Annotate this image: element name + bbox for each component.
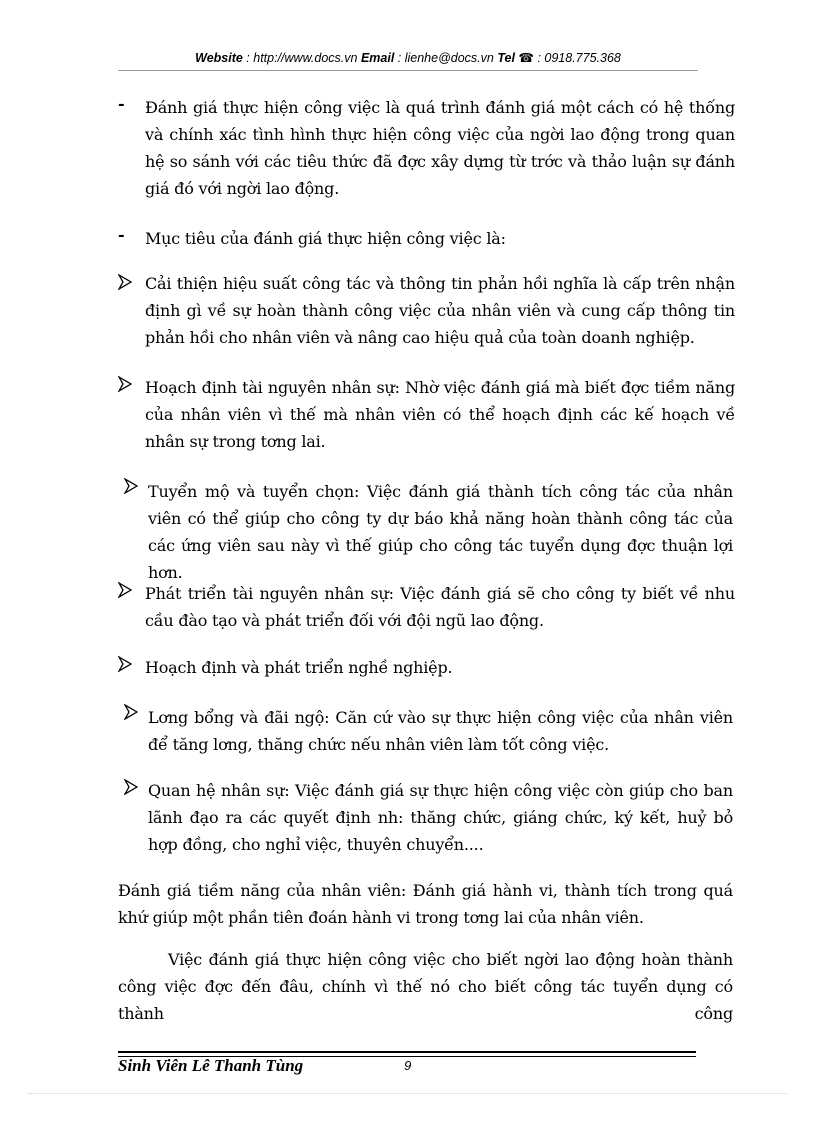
arrow-item-5: Hoạch định và phát triển nghề nghiệp. [145,658,453,677]
page-edge [28,1093,788,1094]
header-divider [118,70,698,71]
arrow-item-6: Lơng bổng và đãi ngộ: Căn cứ vào sự thực hiện công việc của nhân viên để tăng lơng, thăng chức nếu nhân viên làm tốt công việc. [148,708,733,754]
arrow-bullet-icon [124,704,138,720]
page-header [118,50,698,65]
website-label: Website [195,51,243,65]
arrow-item-4: Phát triển tài nguyên nhân sự: Việc đánh giá sẽ cho công ty biết về nhu cầu đào tạo và phát triển đối với đội ngũ lao động. [145,584,735,630]
potential-paragraph: Đánh giá tiềm năng của nhân viên: Đánh giá hành vi, thành tích trong quá khứ giúp một phần tiên đoán hành vi trong tơng lai của nhân viên. [118,881,733,927]
arrow-bullet-icon [118,582,132,598]
arrow-item-7: Quan hệ nhân sự: Việc đánh giá sự thực hiện công việc còn giúp cho ban lãnh đạo ra các quyết định nh: thăng chức, giáng chức, ký kết, huỷ bỏ hợp đồng, cho nghỉ việc, thuyên chuyển.... [148,781,733,854]
dash-bullet-icon: - [118,94,125,113]
dash-paragraph-1: Đánh giá thực hiện công việc là quá trình đánh giá một cách có hệ thống và chính xác tình hình thực hiện công việc của ngời lao động trong quan hệ so sánh với các tiêu thức đã đợc xây dựng từ trớc và thảo luận sự đánh giá đó với ngời lao động. [145,98,735,198]
arrow-bullet-icon [118,376,132,392]
website-value[interactable]: : http://www.docs.vn [242,51,361,65]
tel-value: : 0918.775.368 [533,51,621,65]
arrow-item-1: Cải thiện hiệu suất công tác và thông tin phản hồi nghĩa là cấp trên nhận định gì về sự hoàn thành công việc của nhân viên và cung cấp thông tin phản hồi cho nhân viên và nâng cao hiệu quả của toàn doanh nghiệp. [145,274,735,347]
footer-author: Sinh Viên Lê Thanh Tùng [118,1056,304,1075]
email-value[interactable]: : lienhe@docs.vn [394,51,498,65]
email-label: Email [360,51,395,65]
arrow-item-3: Tuyển mộ và tuyển chọn: Việc đánh giá thành tích công tác của nhân viên có thể giúp cho công ty dự báo khả năng hoàn thành công tác của các ứng viên sau này vì thế giúp cho công tác tuyển dụng đợc thuận lợi hơn. [148,482,733,582]
footer-divider [118,1051,696,1053]
arrow-bullet-icon [124,478,138,494]
page-number: 9 [404,1058,412,1073]
dash-paragraph-2: Mục tiêu của đánh giá thực hiện công việc là: [145,229,506,248]
arrow-item-2: Hoạch định tài nguyên nhân sự: Nhờ việc đánh giá mà biết đợc tiềm năng của nhân viên vì thế mà nhân viên có thể hoạch định các kế hoạch về nhân sự trong tơng lai. [145,378,735,451]
arrow-bullet-icon [118,656,132,672]
dash-bullet-icon: - [118,225,125,244]
evaluation-paragraph: Việc đánh giá thực hiện công việc cho biết ngời lao động hoàn thành công việc đợc đến đâu, chính vì thế nó cho biết công tác tuyển dụng có thành công [118,950,733,1023]
phone-icon: ☎ [514,51,534,65]
arrow-bullet-icon [124,779,138,795]
tel-label: Tel [497,51,515,65]
arrow-bullet-icon [118,274,132,290]
